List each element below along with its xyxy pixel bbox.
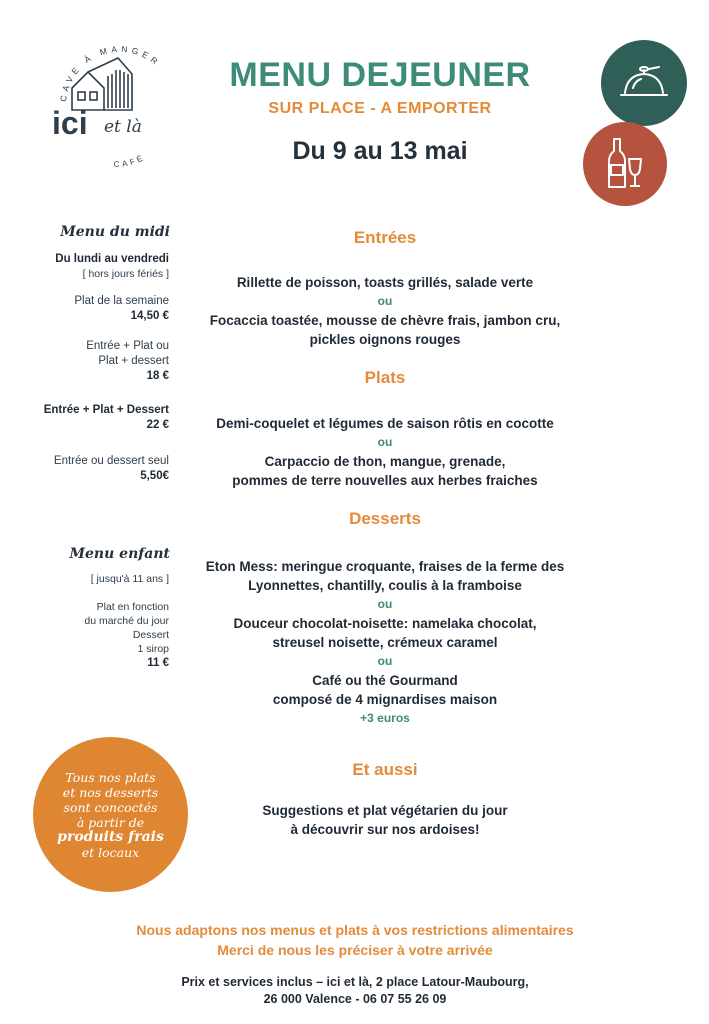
dish: Eton Mess: meringue croquante, fraises de la ferme des: [205, 559, 565, 574]
or-separator: ou: [377, 597, 393, 611]
section-entrees: [180, 273, 590, 349]
menu-midi-item: [74, 294, 169, 324]
restaurant-logo: [40, 26, 200, 186]
dish: Suggestions et plat végétarien du jour: [262, 803, 508, 818]
menu-midi-item: [54, 454, 169, 484]
section-aussi: [180, 801, 590, 839]
page-title: MENU DEJEUNER: [229, 56, 531, 94]
menu-midi-item-price: 14,50 €: [130, 310, 169, 322]
svg-text:CAFÉ: [114, 153, 147, 169]
badge-line: Tous nos plats: [65, 769, 156, 785]
dessert-supplement: +3 euros: [360, 711, 410, 725]
menu-dates: Du 9 au 13 mai: [292, 137, 468, 165]
section-plats: [180, 414, 590, 490]
dish: Carpaccio de thon, mangue, grenade,: [264, 454, 506, 469]
menu-midi-heading: Menu du midi: [60, 224, 170, 240]
dish: Focaccia toastée, mousse de chèvre frais, jambon cru,: [209, 313, 561, 328]
dish: streusel noisette, crémeux caramel: [272, 635, 498, 650]
menu-enfant-price: 11 €: [147, 657, 169, 669]
dish: pommes de terre nouvelles aux herbes fraiches: [232, 473, 538, 488]
menu-midi-item-label: Plat de la semaine: [74, 295, 169, 307]
dish: composé de 4 mignardises maison: [272, 692, 498, 707]
logo-arc-text: CAVE À MANGER: [58, 43, 163, 103]
or-separator: ou: [377, 294, 393, 308]
menu-enfant-line: Dessert: [132, 629, 169, 641]
menu-enfant-heading: Menu enfant: [69, 546, 170, 562]
badge-line: à partir de: [76, 814, 145, 830]
menu-midi-item-label: Entrée + Plat ou: [86, 340, 169, 352]
fresh-local-badge: [33, 737, 188, 892]
dish: Douceur chocolat-noisette: namelaka chocolat,: [233, 616, 537, 631]
logo-brand: ici: [52, 105, 88, 141]
menu-enfant-line: 1 sirop: [137, 643, 169, 655]
menu-midi-days: Du lundi au vendredi: [55, 253, 169, 265]
dish: à découvrir sur nos ardoises!: [290, 822, 480, 837]
dish: Lyonnettes, chantilly, coulis à la framboise: [248, 578, 522, 593]
menu-midi-days-block: [55, 252, 169, 282]
menu-midi-item-price: 5,50€: [140, 470, 169, 482]
section-title-plats: Plats: [364, 368, 406, 387]
dish: Café ou thé Gourmand: [312, 673, 458, 688]
or-separator: ou: [377, 435, 393, 449]
cloche-icon: [601, 40, 687, 126]
dish: Rillette de poisson, toasts grillés, salade verte: [236, 275, 534, 290]
footer-line: 26 000 Valence - 06 07 55 26 09: [263, 992, 447, 1006]
or-separator: ou: [377, 654, 393, 668]
menu-midi-item: [44, 403, 169, 433]
dish: pickles oignons rouges: [309, 332, 461, 347]
section-title-desserts: Desserts: [349, 509, 421, 528]
menu-enfant-age: [ jusqu'à 11 ans ]: [90, 573, 169, 585]
page-subtitle: SUR PLACE - A EMPORTER: [268, 100, 492, 117]
badge-line: sont concoctés: [63, 799, 158, 815]
logo-brand-script: et là: [104, 117, 142, 137]
menu-enfant-details: [84, 600, 169, 670]
wine-bottle-glass-icon: [583, 122, 667, 206]
menu-midi-item-price: 22 €: [146, 419, 169, 431]
footer-line: Prix et services inclus – ici et là, 2 place Latour-Maubourg,: [181, 975, 529, 989]
menu-midi-item-label: Plat + dessert: [98, 355, 169, 367]
menu-midi-days-note: [ hors jours fériés ]: [82, 268, 169, 280]
dish: Demi-coquelet et légumes de saison rôtis en cocotte: [216, 416, 554, 431]
menu-midi-item-label: Entrée ou dessert seul: [53, 455, 169, 467]
logo-bottom-text: CAFÉ: [113, 152, 147, 169]
svg-text:CAVE À MANGER: [58, 44, 163, 103]
menu-midi-item-label: Entrée + Plat + Dessert: [43, 404, 169, 416]
footer-contact: [40, 974, 670, 1008]
menu-midi-item: [86, 339, 169, 384]
notice-line: Nous adaptons nos menus et plats à vos restrictions alimentaires: [136, 922, 574, 938]
badge-line: et nos desserts: [62, 784, 159, 800]
menu-enfant-line: du marché du jour: [84, 615, 169, 627]
section-title-aussi: Et aussi: [352, 760, 418, 779]
section-desserts: [180, 557, 590, 728]
notice-line: Merci de nous les préciser à votre arrivée: [217, 942, 493, 958]
menu-midi-item-price: 18 €: [146, 370, 169, 382]
logo-house-icon: [40, 26, 200, 186]
badge-line: produits frais: [57, 828, 164, 845]
menu-enfant-line: Plat en fonction: [96, 601, 169, 613]
dietary-notice: [40, 920, 670, 960]
section-title-entrees: Entrées: [353, 228, 417, 247]
badge-line: et locaux: [81, 844, 140, 860]
